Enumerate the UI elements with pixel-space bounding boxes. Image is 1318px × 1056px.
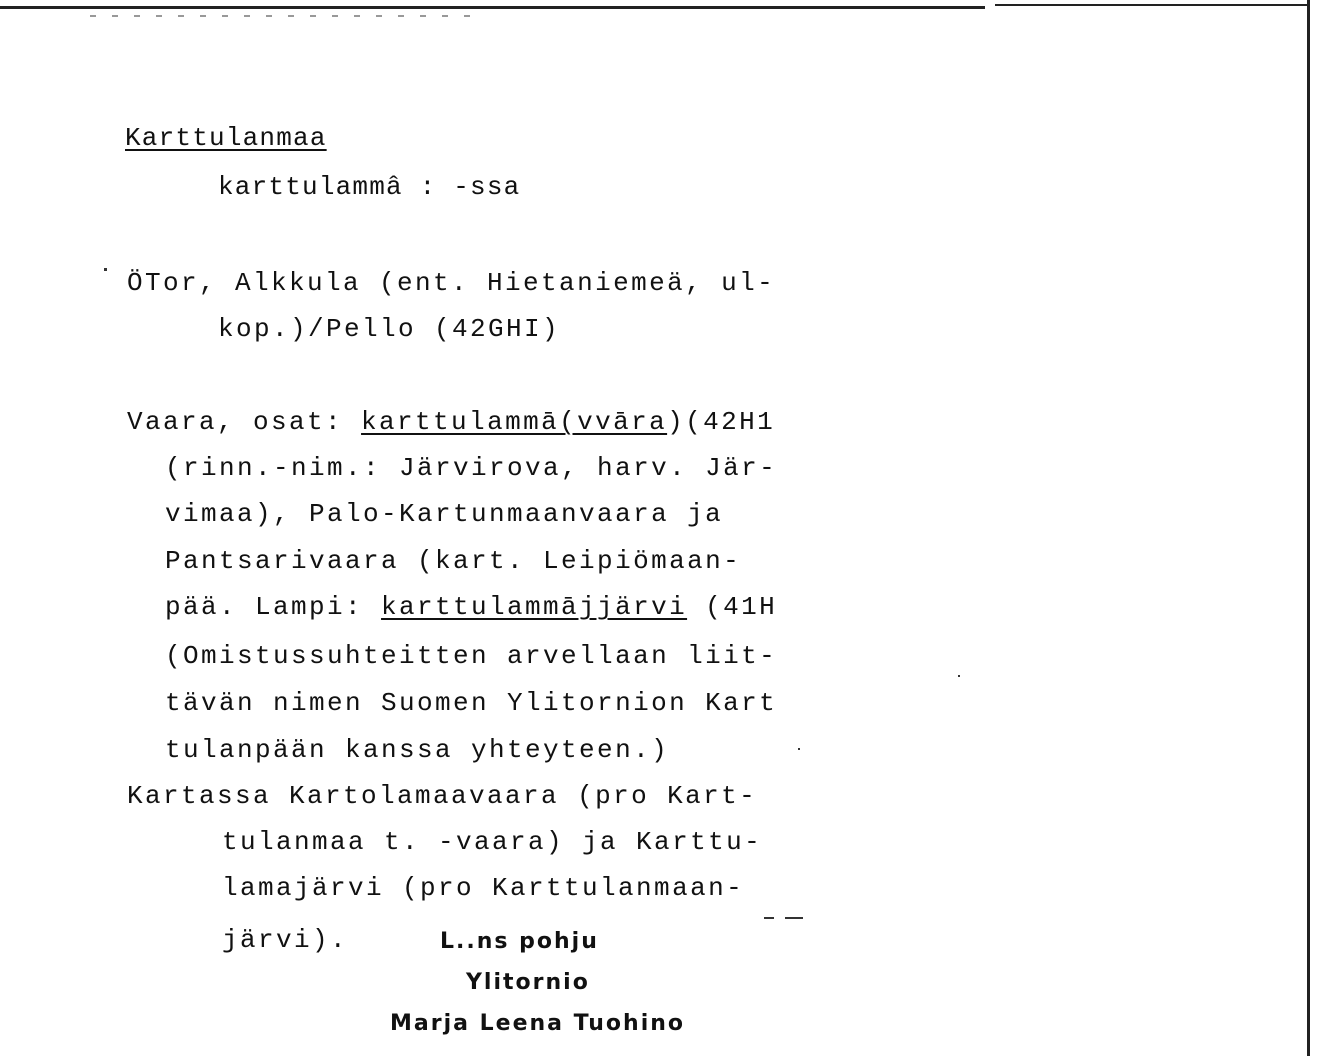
dialect-term: karttulammā(vvāra [361,407,668,437]
scan-dot [958,675,960,677]
top-border-line [0,6,985,9]
description-line-1-suffix: )(42H1 [667,407,776,437]
top-border-line-right [995,4,1308,6]
description-line-6: (Omistussuhteitten arvellaan liit- [165,641,778,671]
description-line-1-prefix: Vaara, osat: [127,407,362,437]
scan-dot [764,917,774,919]
description-line-5 [165,592,777,622]
description-line-3: vimaa), Palo-Kartunmaanvaara ja [165,499,724,529]
map-note-line-4: järvi). [222,925,349,955]
map-note-line-2: tulanmaa t. -vaara) ja Karttu- [222,827,763,857]
stamp-line-1: L..ns pohju [440,929,599,954]
dialect-form: karttulammâ : -ssa [218,172,521,202]
description-line-1 [127,407,775,437]
scan-dot [798,748,800,750]
scan-speckle [90,15,470,17]
location-line-2: kop.)/Pello (42GHI) [218,314,561,344]
stamp-line-3: Marja Leena Tuohino [390,1011,686,1036]
scan-dot [785,917,803,919]
description-line-5-suffix: (41H [687,592,778,622]
description-line-4: Pantsarivaara (kart. Leipiömaan- [165,546,742,576]
description-line-7: tävän nimen Suomen Ylitornion Kart [165,688,778,718]
map-note-line-1: Kartassa Kartolamaavaara (pro Kart- [127,781,758,811]
dialect-term-lake: karttulammājjärvi [381,592,688,622]
right-border-line [1307,0,1310,1056]
description-line-8: tulanpään kanssa yhteyteen.) [165,735,670,765]
location-line-1: ÖTor, Alkkula (ent. Hietaniemeä, ul- [127,268,776,298]
stamp-line-2: Ylitornio [466,970,590,995]
description-line-2: (rinn.-nim.: Järvirova, harv. Jär- [165,453,778,483]
headword: Karttulanmaa [125,123,327,153]
map-note-line-3: lamajärvi (pro Karttulanmaan- [222,873,745,903]
description-line-5-prefix: pää. Lampi: [165,592,382,622]
scan-dot [104,268,107,271]
